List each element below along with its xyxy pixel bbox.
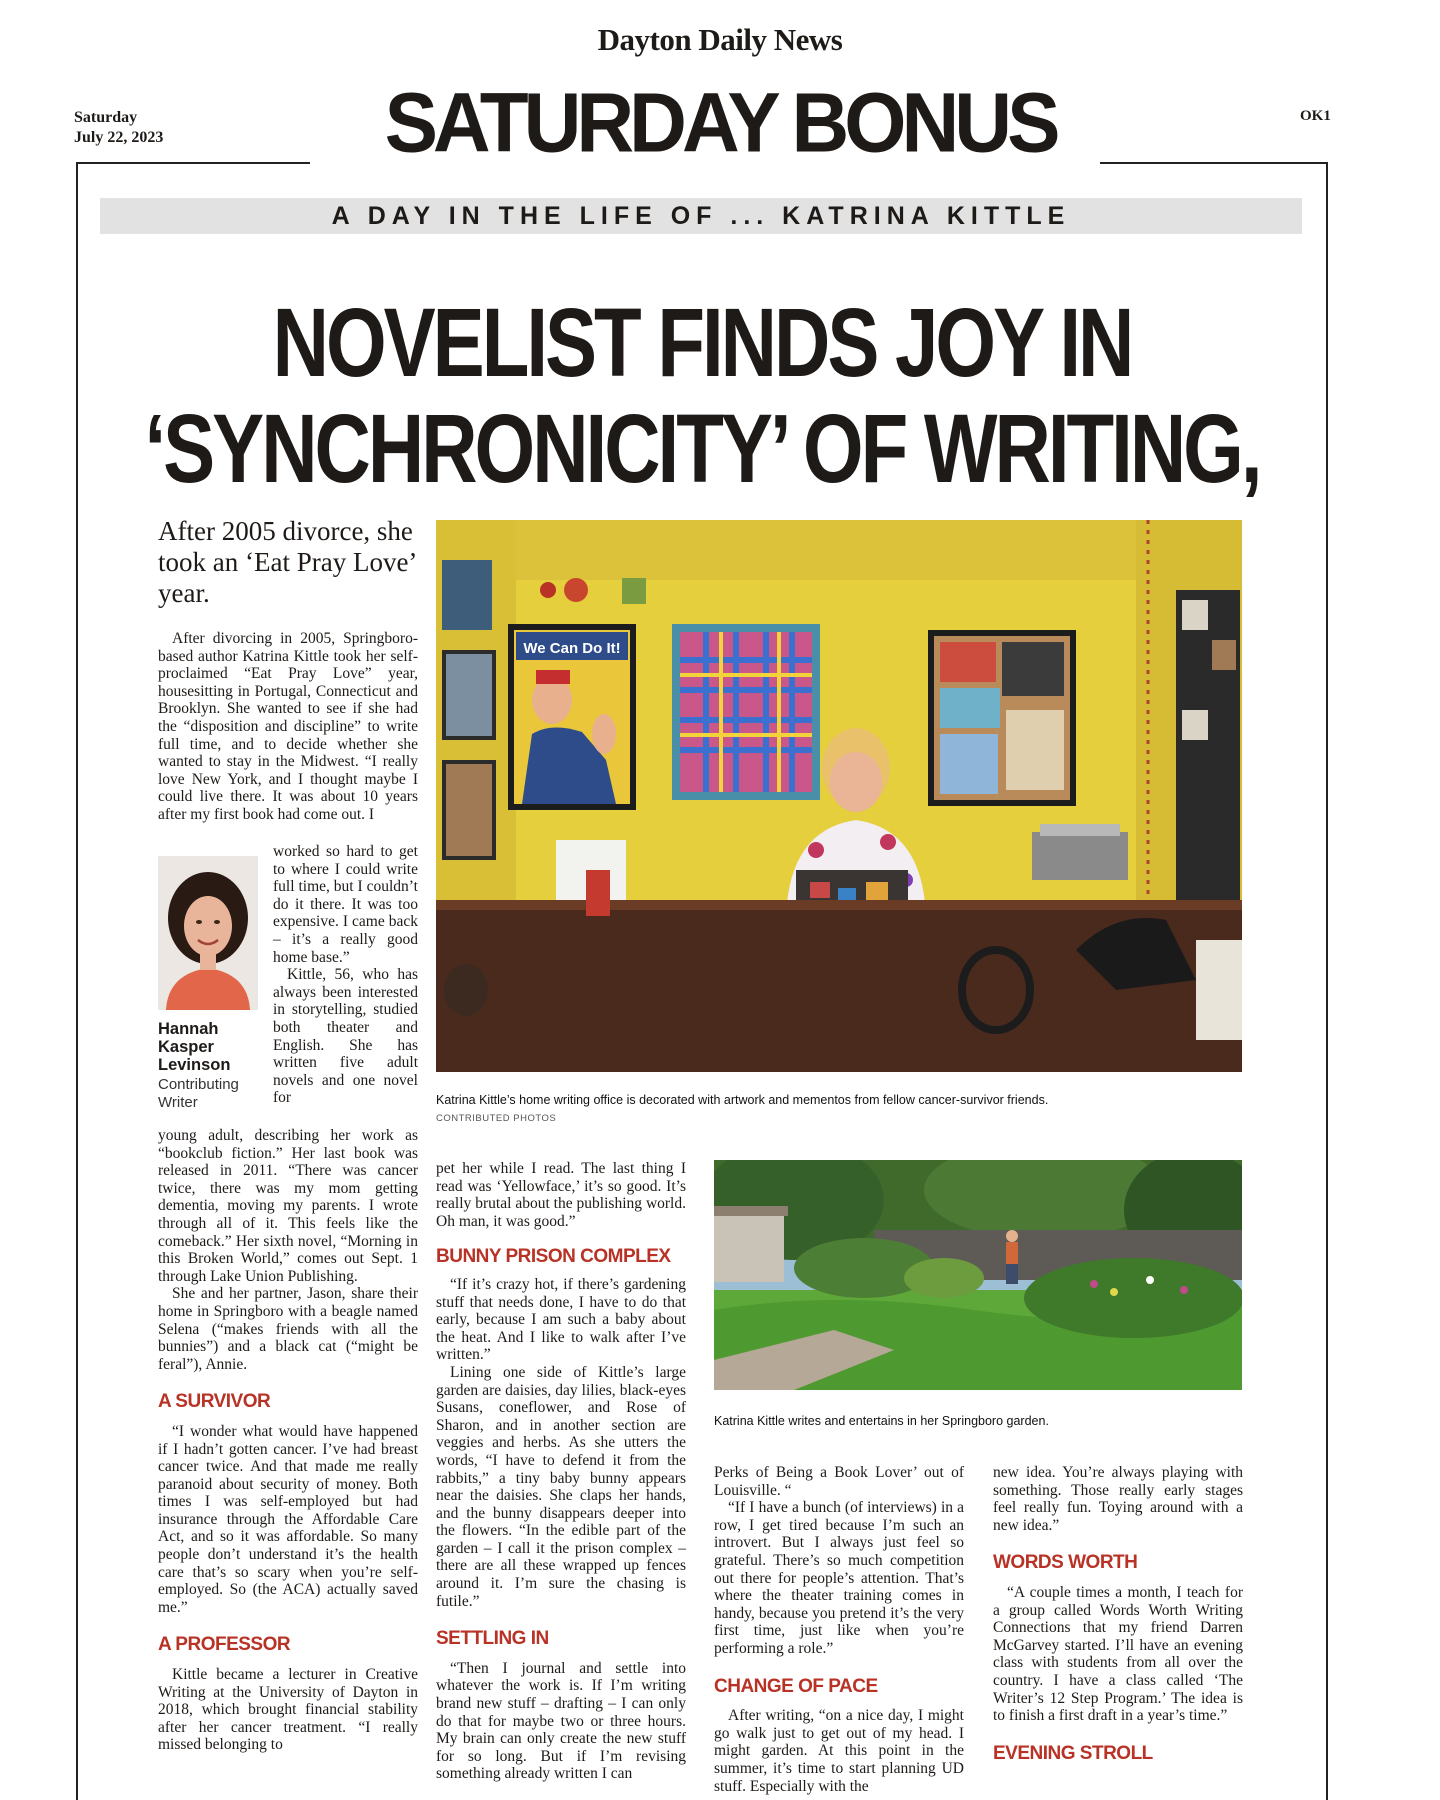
body-paragraph: pet her while I read. The last thing I read was ‘Yellowface,’ it’s so good. It’s really brutal about the publishing world. Oh man, it was good.”: [436, 1160, 686, 1230]
printer-icon: [1032, 824, 1128, 880]
body-paragraph: “If I have a bunch (of interviews) in a row, I get tired because I’m such an introvert. But I always just feel so grateful. There’s so much competition out there for people’s attention. That’s where the theater training comes in handy, because you pretend it’s the very first time, just like when you’re performing a role.”: [714, 1499, 964, 1657]
body-paragraph: Perks of Being a Book Lover’ out of Louisville. “: [714, 1464, 964, 1499]
body-column-1-lower: [158, 1127, 418, 1754]
subhead-bunny-prison-complex: BUNNY PRISON COMPLEX: [436, 1246, 671, 1268]
person-in-garden: [1006, 1230, 1018, 1284]
body-paragraph: After writing, “on a nice day, I might go walk just to get out of my head. I might garden. At this point in the summer, it’s time to start planning UD stuff. Especially with the: [714, 1707, 964, 1795]
body-paragraph: She and her partner, Jason, share their home in Springboro with a beagle named Selena (“makes friends with all the bunnies”) and a black cat (“might be feral”), Annie.: [158, 1285, 418, 1373]
byline-role: [158, 1076, 239, 1112]
we-can-do-it-poster: [508, 624, 636, 810]
subhead-change-of-pace: CHANGE OF PACE: [714, 1675, 878, 1697]
subhead-a-survivor: A SURVIVOR: [158, 1391, 271, 1413]
body-paragraph: “A couple times a month, I teach for a group called Words Worth Writing Connections that my friend Darren McGarvey started. I’ll have an evening class with students from all over the country. I have a class called ‘The Writer’s 12 Step Program.’ The idea is to finish a first draft in a year’s time.”: [993, 1583, 1243, 1725]
body-paragraph: “If it’s crazy hot, if there’s gardening stuff that needs done, I have to do that early, because I am such a baby about the heat. And I like to walk after I’ve written.”: [436, 1275, 686, 1364]
body-paragraph: After divorcing in 2005, Springboro-based author Katrina Kittle took her self-proclaimed “Eat Pray Love” year, housesitting in Portugal, Connecticut and Brooklyn. She wanted to see if she had the “disposition and discipline” to write full time, and to decide whether she wanted to stay in the Midwest. “I really love New York, and I thought maybe I could live there. It was about 10 years after my first book had come out. I: [158, 630, 418, 823]
byline-role-line: Writer: [158, 1094, 198, 1111]
headline-line-1: NOVELIST FINDS JOY IN: [272, 287, 1132, 397]
body-paragraph: young adult, describing her work as “bookclub fiction.” Her last book was released in 2011. “There was cancer twice, there was my mom getting dementia, moving my parents. I wrote through all of it. This feels like the comeback.” Her sixth novel, “Morning in this Broken World,” comes out Sept. 1 through Lake Union Publishing.: [158, 1127, 418, 1285]
memento-collage-board: [928, 630, 1076, 806]
body-paragraph: Lining one side of Kittle’s large garden are daisies, day lilies, black-eyes Susans, coneflower, and Rose of Sharon, and in another section are veggies and herbs. As she utters the words, “I have to defend it from the rabbits,” a tiny baby bunny appears near the daisies. She claps her hands, and the bunny disappears deeper into the flowers. “In the edible part of the garden – I call it the prison complex – there are all these wrapped up fences around it. I’m sure the chasing is futile.”: [436, 1363, 686, 1610]
photo-credit: CONTRIBUTED PHOTOS: [436, 1113, 557, 1124]
office-scene-illustration: [436, 520, 1242, 1072]
page-frame-right: [1326, 164, 1328, 1800]
byline-name-line: Kasper: [158, 1038, 214, 1056]
masthead-rule-left: [76, 162, 310, 164]
deck: After 2005 divorce, she took an ‘Eat Pray Love’ year.: [158, 516, 416, 608]
byline-role-line: Contributing: [158, 1076, 239, 1093]
body-paragraph: [273, 843, 418, 1107]
subhead-words-worth: WORDS WORTH: [993, 1552, 1138, 1574]
byline-name-line: Hannah: [158, 1020, 219, 1038]
subhead-evening-stroll: EVENING STROLL: [993, 1742, 1153, 1764]
body-paragraph: “I wonder what would have happened if I hadn’t gotten cancer. I’ve had breast cancer twice. And that made me really paranoid about security of money. Both times I was self-employed but had insurance through the Affordable Care Act, and so it was affordable. So many people don’t understand it’s the health care that’s so scary when you’re self-employed. So (the ACA) actually saved me.”: [158, 1422, 418, 1616]
newspaper-name: Dayton Daily News: [597, 22, 843, 57]
main-photo-writing-office: [436, 520, 1242, 1072]
body-text-run: worked so hard to get to where I could write full time, but I couldn’t do it there. It was too expensive. I came back – it’s a really good home base.”: [273, 843, 418, 966]
issue-full-date: July 22, 2023: [74, 129, 164, 146]
body-column-2: [436, 1160, 686, 1783]
author-portrait-icon: [158, 856, 258, 1010]
subhead-settling-in: SETTLING IN: [436, 1628, 549, 1650]
page-code: OK1: [1300, 108, 1331, 124]
body-column-4: [993, 1464, 1243, 1774]
byline-name-line: Levinson: [158, 1056, 231, 1074]
byline-photo: [158, 856, 258, 1010]
body-paragraph: Kittle became a lecturer in Creative Writing at the University of Dayton in 2018, which brought financial stability after her cancer treatment. “I really missed belonging to: [158, 1666, 418, 1754]
issue-day: Saturday: [74, 109, 138, 126]
kicker: A DAY IN THE LIFE OF ... KATRINA KITTLE: [331, 202, 1071, 230]
byline-name: [158, 1020, 230, 1074]
subhead-a-professor: A PROFESSOR: [158, 1634, 291, 1656]
body-paragraph: new idea. You’re always playing with something. Those really early stages feel really fun. Toying around with a new idea.”: [993, 1464, 1243, 1534]
poster-text: We Can Do It!: [523, 640, 621, 657]
garden-scene-illustration: [714, 1160, 1242, 1390]
body-paragraph: “Then I journal and settle into whatever the work is. If I’m writing brand new stuff – drafting – I can only do that for maybe two or three hours. My brain can only create the new stuff for so long. But if I’m revising something already written I can: [436, 1659, 686, 1783]
headline-line-2: ‘SYNCHRONICITY’ OF WRITING,: [144, 393, 1260, 503]
garden-photo: [714, 1160, 1242, 1390]
masthead-rule-right: [1100, 162, 1328, 164]
garden-photo-caption: Katrina Kittle writes and entertains in her Springboro garden.: [714, 1414, 1049, 1428]
page-frame-left: [76, 164, 78, 1800]
body-column-3: [714, 1464, 964, 1795]
main-photo-caption: Katrina Kittle’s home writing office is decorated with artwork and mementos from fellow cancer-survivor friends.: [436, 1093, 1049, 1107]
quilt-wall-hanging: [672, 624, 820, 800]
section-title: SATURDAY BONUS: [384, 75, 1056, 170]
body-text-run: Kittle, 56, who has always been interested in storytelling, studied both theater and English. She has written five adult novels and one novel for: [273, 966, 418, 1107]
